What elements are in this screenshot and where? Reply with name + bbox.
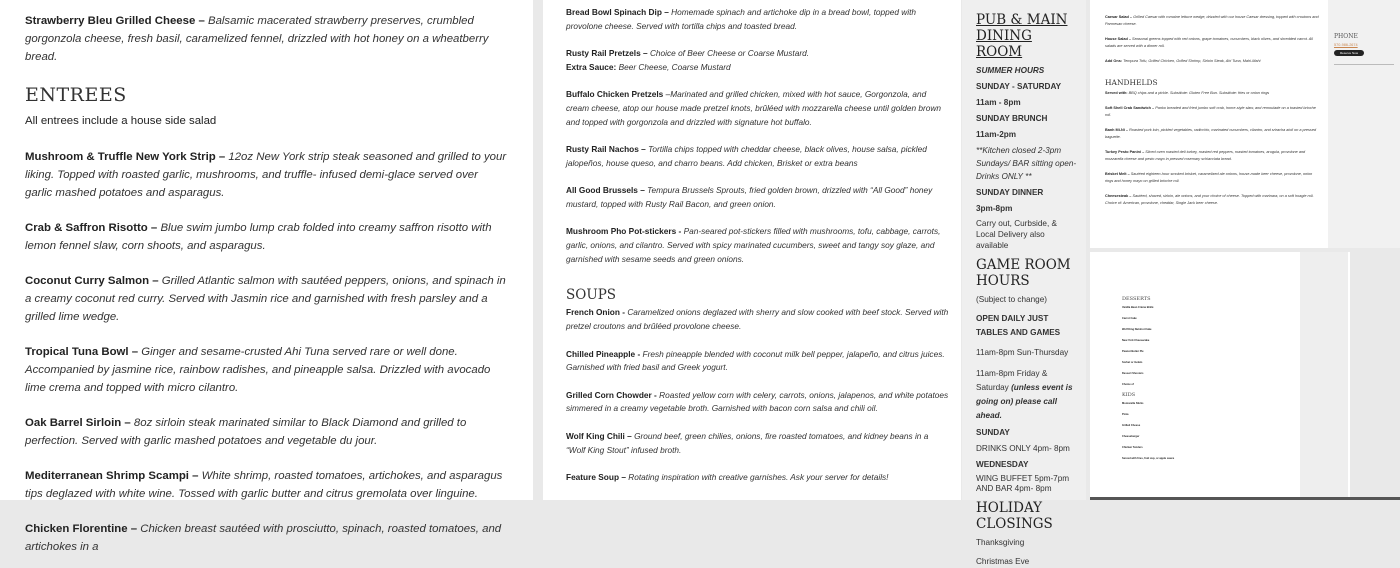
menu-item: [1105, 193, 1320, 207]
hours-sidebar: [962, 0, 1086, 566]
extra-name: Extra Sauce:: [566, 61, 617, 72]
item-name: Mushroom Pho Pot-stickers -: [566, 226, 682, 237]
item-desc: Roasted yellow corn with celery, carrots, onions, jalapenos, and white potatoes simmered in a creamy vegetable broth. Garnished with bacon corn salsa and chili oil.: [566, 389, 949, 414]
item-desc: Balsamic macerated strawberry preserves, crumbled gorgonzola cheese, fresh basil, caramelized fennel, drizzled with hot honey on a wheatberry bread.: [25, 15, 489, 63]
menu-item: [566, 184, 949, 212]
menu-item: [1105, 105, 1320, 119]
item-name: Banh Mi-Ni –: [1105, 128, 1128, 132]
item-desc: Fresh pineapple blended with coconut milk bell pepper, jalapeño, and citrus juices. Garnished with fried basil and Greek yogurt.: [566, 348, 945, 373]
item-name: Carrot Cake: [1122, 317, 1137, 320]
item-name: Mediterranean Shrimp Scampi –: [25, 470, 199, 482]
menu-item: [1105, 58, 1320, 65]
fri-sat-hours: 11am-8pm Friday & Saturday: [976, 369, 1048, 392]
item-desc: Homemade spinach and artichoke dip in a bread bowl, topped with provolone cheese. Served with tortilla chips and toasted bread.: [566, 7, 917, 31]
carryout-note: Carry out, Curbside, & Local Delivery also available: [976, 219, 1057, 250]
item-desc: 8oz sirloin steak marinated similar to Black Diamond and grilled to perfection. Served with garlic mashed potatoes and vegetable du jour.: [25, 417, 467, 447]
item-desc: Pan-seared pot-stickers filled with mushrooms, tofu, cabbage, carrots, garlic, onions, and cilantro. Served with spicy marinated cucumbers, sweet and tangy soy glaze, and garnished with sesame seeds and green onions.: [566, 226, 941, 264]
hours: 11am - 8pm: [976, 98, 1021, 107]
brunch: SUNDAY BRUNCH: [976, 114, 1048, 123]
menu-item: [25, 219, 508, 255]
item-name: Bread Bowl Spinach Dip –: [566, 7, 669, 17]
item-desc: Chicken breast sautéed with prosciutto, spinach, roasted tomatoes, and artichokes in a: [25, 523, 502, 553]
item-desc: Blue swim jumbo lump crab folded into creamy saffron risotto with lemon fennel slaw, corn shoots, and asparagus.: [25, 222, 492, 252]
days: SUNDAY - SATURDAY: [976, 82, 1062, 91]
menu-item: [25, 520, 508, 556]
item-name: Crab & Saffron Risotto –: [25, 222, 158, 234]
wednesday: WEDNESDAY: [976, 460, 1029, 469]
item-name: Buffalo Chicken Pretzels: [566, 89, 664, 100]
item-name: Grilled Corn Chowder -: [566, 389, 657, 400]
subject-note: (Subject to change): [976, 295, 1048, 304]
item-name: Coconut Curry Salmon –: [25, 275, 159, 287]
item-desc: White shrimp, roasted tomatoes, artichokes, and asparagus tips deglazed with white wine. Tossed with garlic butter and citrus gremolata over linguine.: [25, 470, 503, 500]
item-desc: Grilled Atlantic salmon with sautéed peppers, onions, and spinach in a creamy coconut red curry. Served with Jasmin rice and garnished with fresh parsley and a grilled lime wedge.: [25, 275, 506, 323]
item-name: Soft Shell Crab Sandwich –: [1105, 106, 1155, 110]
sunday: SUNDAY: [976, 428, 1010, 437]
item-name: Feature Soup –: [566, 471, 626, 482]
open-daily: OPEN DAILY JUST TABLES AND GAMES: [976, 314, 1061, 337]
menu-item: [566, 88, 949, 129]
item-name: Rusty Rail Pretzels –: [566, 48, 648, 59]
game-room-title: GAME ROOM HOURS: [976, 257, 1071, 289]
item-name: Grilled Cheese: [1122, 424, 1141, 427]
item-desc: Grilled Caesar with romaine lettuce wedge, drizzled with our house Caesar dressing, topped with croutons and Parmesan cheese.: [1105, 15, 1319, 26]
divider: [1090, 497, 1400, 500]
item-desc: Ground beef, green chilies, onions, fire roasted tomatoes, and kidney beans in a “Wolf King Stout” infused broth.: [566, 430, 929, 455]
item-name: Vanilla Bean Crème Brûlé: [1122, 306, 1154, 309]
dinner-hours: 3pm-8pm: [976, 204, 1013, 213]
section-heading-handhelds: HANDHELDS: [1105, 78, 1158, 87]
kitchen-note: **Kitchen closed 2-3pm Sundays/ BAR sitting open- Drinks ONLY **: [976, 146, 1077, 181]
phone-link[interactable]: 570-986-2674: [1334, 43, 1358, 47]
item-desc: Tempura Brussels Sprouts, fried golden brown, drizzled with “All Good” honey mustard, topped with Rusty Rail Bacon, and green onion.: [566, 185, 933, 209]
section-heading-kids: KIDS: [1122, 392, 1136, 398]
section-heading-soups: SOUPS: [566, 286, 617, 303]
item-name: Brisket Melt –: [1105, 172, 1130, 176]
section-heading-entrees: ENTREES: [25, 84, 127, 106]
item-desc: –Marinated and grilled chicken, mixed with hot sauce, Gorgonzola, and cream cheese, atop our house made pretzel knots, brûléed with mozzarella cheese until golden brown and topped with gorgonzola and drizzled with signature hot buffalo.: [566, 89, 941, 127]
menu-item: [1105, 90, 1320, 97]
summer-hours: SUMMER HOURS: [976, 66, 1045, 75]
menu-item: [566, 47, 949, 75]
item-desc: Sautéed, shaved, sirloin, ale onions, and your choice of cheese. Topped with marinara, on a soft hoagie roll. Choice of: American, provolone, cheddar, Single Jack beer cheese.: [1105, 194, 1314, 205]
item-name: Caesar Salad –: [1105, 15, 1133, 19]
menu-item: [25, 414, 508, 450]
wednesday-hours: WING BUFFET 5pm-7pm AND BAR 4pm- 8pm: [976, 474, 1070, 493]
item-name: Strawberry Bleu Grilled Cheese –: [25, 15, 205, 27]
menu-item: [25, 467, 508, 503]
item-desc: Choice of Beer Cheese or Coarse Mustard.: [649, 48, 810, 59]
menu-item: [1105, 171, 1320, 185]
menu-item: [566, 348, 949, 376]
item-desc: BBQ chips and a pickle. Substitute: Gluten Free Bun. Substitute: fries or onion rings: [1128, 91, 1270, 95]
item-desc: Rotating inspiration with creative garnishes. Ask your server for details!: [628, 471, 889, 482]
item-name: Chicken Florentine –: [25, 523, 138, 535]
item-name: House Salad –: [1105, 37, 1131, 41]
menu-item: [25, 272, 508, 326]
item-desc: Tempura Tofu, Grilled Chicken, Grilled Shrimp, Sirloin Steak, Ahi Tuna, Mahi-Mahi: [1123, 59, 1261, 63]
holiday-title: HOLIDAY CLOSINGS: [976, 500, 1053, 532]
item-desc: Sliced oven roasted deli turkey, roasted red peppers, roasted tomatoes, arugula, provolone and mozzarella cheese and pesto mayo in pressed rosemary schiacciata bread.: [1105, 150, 1306, 161]
menu-item: [566, 225, 949, 266]
menu-item: [1105, 36, 1320, 50]
menu-item: [1105, 127, 1320, 141]
menu-item: [1105, 149, 1320, 163]
item-name: Sorbet or Gelato: [1122, 361, 1143, 364]
item-name: New York Cheesecake: [1122, 339, 1150, 342]
item-name: Choice of: [1122, 383, 1134, 386]
menu-item: [566, 143, 949, 171]
menu-item: [25, 12, 508, 66]
menu-item: [566, 306, 949, 334]
menu-item: [566, 389, 949, 417]
appetizers-soups-panel: [543, 0, 961, 500]
item-desc: Sautéed eighteen-hour smoked brisket, caramelized ale onions, house-made beer cheese, provolone, onion rings and honey mayo on grilled brioche roll.: [1105, 172, 1313, 183]
menu-item: [566, 471, 949, 485]
menu-item: [1105, 14, 1320, 28]
item-name: All Good Brussels –: [566, 185, 645, 196]
phone-label: PHONE: [1334, 33, 1358, 40]
item-name: Chilled Pineapple -: [566, 348, 641, 359]
item-name: French Onion -: [566, 307, 625, 318]
holiday: Thanksgiving: [976, 538, 1025, 547]
sun-thu-hours: 11am-8pm Sun-Thursday: [976, 348, 1069, 357]
item-name: Served with:: [1105, 91, 1128, 95]
item-name: Wolf King Nutshot Cake: [1122, 328, 1152, 331]
item-name: Add Ons:: [1105, 59, 1123, 63]
item-name: Oak Barrel Sirloin –: [25, 417, 131, 429]
section-heading-desserts: DESSERTS: [1122, 296, 1151, 302]
contact-sidebar: [1328, 0, 1400, 248]
menu-item: [566, 6, 949, 34]
reserve-now-button[interactable]: Reserve Now: [1334, 50, 1364, 56]
divider: [1334, 64, 1394, 65]
item-desc: Caramelized onions deglazed with sherry and slow cooked with beef stock. Served with pretzel croutons and brûléed provolone cheese.: [566, 307, 949, 332]
item-desc: Ginger and sesame-crusted Ahi Tuna served rare or well done. Accompanied by jasmine rice, rainbow radishes, and pineapple salsa. Drizzled with avocado lime crema and topped with micro cilantro.: [25, 346, 491, 394]
item-name: Turkey Pesto Panini –: [1105, 150, 1145, 154]
item-name: Chicken Tenders: [1122, 446, 1143, 449]
item-name: Rusty Rail Nachos –: [566, 144, 646, 155]
entrees-note: All entrees include a house side salad: [25, 115, 217, 127]
item-name: Served with fries, fruit cup, or apple sauce: [1122, 457, 1175, 460]
sunday-hours: DRINKS ONLY 4pm- 8pm: [976, 444, 1070, 453]
brunch-hours: 11am-2pm: [976, 130, 1017, 139]
item-name: Mushroom & Truffle New York Strip –: [25, 151, 226, 163]
salads-handhelds-image: [1090, 0, 1328, 248]
item-name: Dessert Shooters: [1122, 372, 1144, 375]
item-name: Peanut Butter Pie: [1122, 350, 1144, 353]
menu-item: [25, 148, 508, 202]
dinner: SUNDAY DINNER: [976, 188, 1044, 197]
item-name: Pizza: [1122, 413, 1129, 416]
holiday: Christmas Eve: [976, 557, 1030, 566]
item-desc: Panko breaded and fried jumbo soft crab, home-style slaw, and remoulade on a toasted brioche roll.: [1105, 106, 1316, 117]
item-desc: 12oz New York strip steak seasoned and grilled to your liking. Topped with roasted garlic, mushrooms, and truffle- infused demi-glace served over garlic mashed potatoes and asparagus.: [25, 151, 507, 199]
item-name: Tropical Tuna Bowl –: [25, 346, 139, 358]
fri-sat-note: (unless event is going on) please call ahead.: [976, 383, 1073, 420]
entrees-menu-panel: [0, 0, 533, 553]
item-desc: Seasonal greens topped with red onions, grape tomatoes, cucumbers, black olives, and shredded carrot. All salads are served with a dinner roll.: [1105, 37, 1313, 48]
extra-desc: Beer Cheese, Coarse Mustard: [618, 61, 731, 72]
image-sidebar: [1300, 252, 1348, 500]
item-name: Cheesesteak –: [1105, 194, 1132, 198]
item-desc: Roasted pork loin, pickled vegetables, radicchio, marinated cucumbers, cilantro, and sriracha aioli on a pressed baguette.: [1105, 128, 1317, 139]
item-name: Cheeseburger: [1122, 435, 1140, 438]
pub-hours-title: PUB & MAIN DINING ROOM: [976, 12, 1068, 60]
item-name: Wolf King Chili –: [566, 430, 632, 441]
item-desc: Tortilla chips topped with cheddar cheese, black olives, house salsa, pickled jalopeños, house queso, and charro beans. Add chicken, Brisket or extra beans: [566, 144, 927, 168]
item-name: Mozzarella Sticks: [1122, 402, 1144, 405]
menu-item: [25, 343, 508, 397]
menu-item: [566, 430, 949, 458]
